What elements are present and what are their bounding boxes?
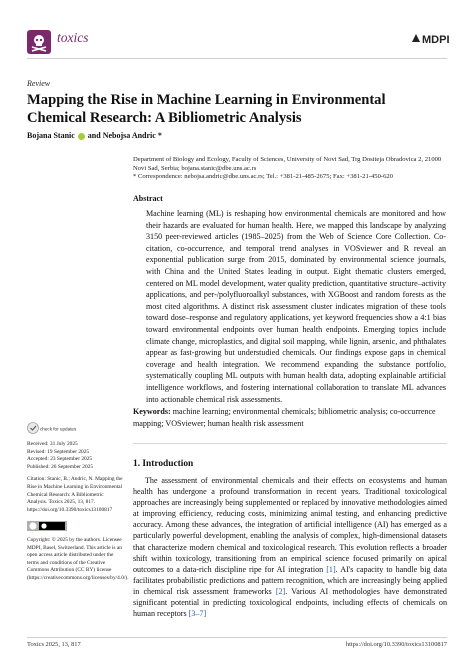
abstract-heading: Abstract — [133, 194, 163, 203]
publisher-name: MDPI — [422, 34, 450, 46]
footer-doi-link[interactable]: https://doi.org/10.3390/toxics13100817 — [345, 641, 447, 648]
publisher-logo-icon — [410, 30, 450, 48]
citation-text: Citation: Stanic, B.; Andric, N. Mapping the Rise in Machine Learning in Environmental Chemical Research: A Bibliometric Analysis. Toxics 2025, 13, 817. https://doi.org/10.3390/toxics13100817 — [27, 476, 123, 513]
author-name[interactable]: Nebojsa Andric * — [102, 131, 162, 140]
copyright-text: Copyright: © 2025 by the authors. Licensee MDPI, Basel, Switzerland. This article is an open access article distributed under the terms and conditions of the Creative Commons Attribution (CC BY) license (https://creativecommons.org/licenses/by/4.0/). — [27, 536, 129, 581]
revised-date: Revised: 19 September 2025 — [27, 448, 90, 455]
introduction-paragraph — [133, 475, 447, 619]
orcid-icon[interactable] — [78, 133, 85, 140]
section-divider — [133, 443, 447, 444]
author-list — [27, 131, 162, 140]
article-type: Review — [27, 79, 51, 88]
article-sidebar — [27, 441, 129, 588]
body-text: The assessment of environmental chemicals and their effects on ecosystems and human health has undergone a profound transformation in recent years. Traditional toxicological approaches are increasingly being supplemented or replaced by innovative methodologies aimed at improving efficiency, reducing costs, minimizing animal testing, and enhancing predictive accuracy. Among these advances, the integration of artificial intelligence (AI) has emerged as a particularly powerful development, enabling the analysis of complex, high-dimensional datasets that characterize modern chemical and toxicological research. This evolution reflects a broader shift within toxicology, transitioning from an empirical science focused primarily on apical outcomes to a data-rich discipline ripe for AI integration — [133, 476, 447, 574]
journal-name: toxics — [57, 30, 89, 45]
body-text: . Various AI methodologies have demonstrated significant potential in predicting toxicological endpoints, including effects of chemicals on human receptors — [133, 586, 447, 619]
affiliations — [133, 156, 443, 182]
author-name[interactable]: Bojana Stanic — [27, 131, 75, 140]
abstract-text: Machine learning (ML) is reshaping how environmental chemicals are monitored and how their hazards are evaluated for human health. Here, we mapped this landscape by analyzing 3150 peer-reviewed articles (1985–2025) from the Web of Science Core Collection. Co-citation, co-occurrence, and temporal trend analyses in VOSviewer and R reveal an exponential publication surge from 2015, dominated by environmental science journals, with China and the United States leading in output. Eight thematic clusters emerged, centered on ML model development, water quality prediction, quantitative structure–activity applications, and per-/polyfluoroalkyl substances, with XGBoost and random forests as the most cited algorithms. A distinct risk assessment cluster indicates migration of these tools toward dose–response and regulatory applications, yet keyword frequencies show a 4:1 bias toward environmental endpoints over human health endpoints. Emerging topics include climate change, microplastics, and digital soil mapping, while lignin, arsenic, and phthalates appear as fast-growing but understudied chemicals. Our findings expose gaps in chemical coverage and health integration. We recommend expanding the substance portfolio, systematically coupling ML outputs with human health data, adopting explainable artificial intelligence workflows, and fostering international collaboration to translate ML advances into actionable chemical risk assessments. — [146, 209, 446, 404]
reference-link[interactable]: [2] — [275, 586, 286, 596]
keywords — [133, 406, 447, 429]
received-date: Received: 31 July 2025 — [27, 441, 78, 447]
section-heading: 1. Introduction — [133, 459, 194, 469]
header-divider — [27, 58, 447, 59]
footer-divider — [27, 637, 447, 638]
cc-license-icon[interactable] — [27, 521, 67, 531]
article-title: Mapping the Rise in Machine Learning in Environmental Chemical Research: A Bibliometric Analysis — [27, 92, 386, 126]
published-date: Published: 26 September 2025 — [27, 463, 94, 470]
reference-link[interactable]: [3–7] — [188, 609, 207, 619]
journal-logo-icon — [27, 30, 51, 54]
keywords-text: machine learning; environmental chemicals; bibliometric analysis; co-occurrence mapping; VOSviewer; human health risk assessment — [133, 407, 436, 428]
check-updates-label: check for updates — [40, 426, 77, 432]
reference-link[interactable]: [1] — [326, 564, 336, 574]
keywords-label: Keywords: — [133, 407, 171, 416]
affiliation-text: Department of Biology and Ecology, Faculty of Sciences, University of Novi Sad, Trg Dositeja Obradovica 2, 21000 Novi Sad, Serbia; bojana.stanic@dbe.uns.ac.rs — [133, 156, 442, 172]
author-separator: and — [87, 131, 101, 140]
check-for-updates-button[interactable] — [27, 421, 77, 435]
footer-citation: Toxics 2025, 13, 817 — [27, 641, 81, 648]
body-text: . AI's capacity to handle big data facilitates probabilistic predictions and pattern recognition, which are increasingly being applied in chemical risk assessment frameworks — [133, 564, 447, 596]
correspondence-text: * Correspondence: nebojsa.andric@dbe.uns.ac.rs; Tel.: +381-21-485-2675; Fax: +381-21-450-620 — [133, 173, 393, 181]
accepted-date: Accepted: 23 September 2025 — [27, 456, 93, 463]
